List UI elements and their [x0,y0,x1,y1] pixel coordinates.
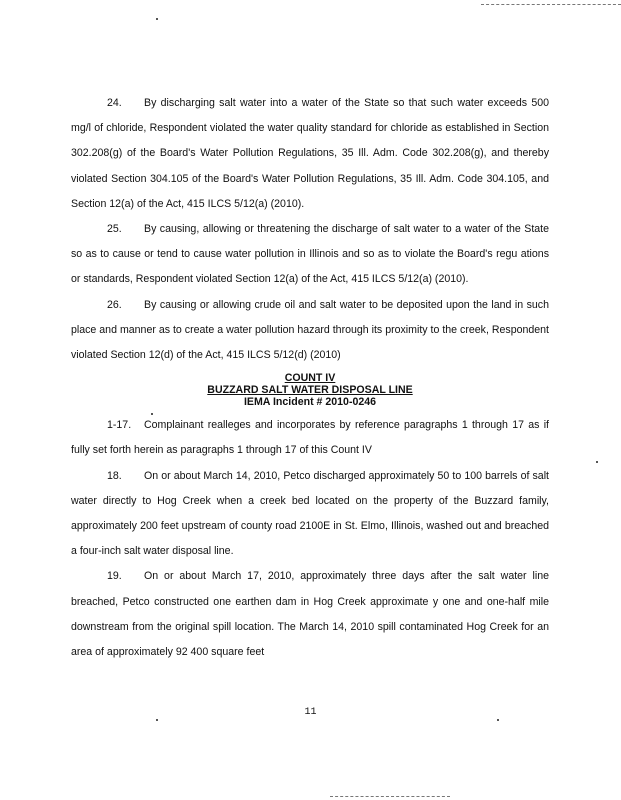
paragraph-number: 24. [107,97,122,109]
paragraph-text: By causing or allowing crude oil and salt water to be deposited upon the land in such place and manner as to create a water pollution hazard through its proximity to the creek, Respondent violated Section 12(d) of the Act, 415 ILCS 5/12(d) (2010) [71,298,549,362]
paragraph-text: On or about March 14, 2010, Petco discharged approximately 50 to 100 barrels of salt water directly to Hog Creek when a creek bed located on the property of the Buzzard family, approximately 200 feet upstream of county road 2100E in St. Elmo, Illinois, washed out and breached a four-inch salt water disposal line. [71,469,549,558]
paragraph-1-17 [71,413,549,463]
paragraph-number: 18. [107,469,122,482]
incident-number: IEMA Incident # 2010-0246 [243,396,377,409]
paragraph-number: 25. [107,223,122,236]
paragraph-19 [71,564,549,665]
paragraph-text: Complainant realleges and incorporates by reference paragraphs 1 through 17 as if fully set forth herein as paragraphs 1 through 17 of this Count IV [71,419,549,457]
paragraph-text: By discharging salt water into a water of the State so that such water exceeds 500 mg/l of chloride, Respondent violated the water quality standard for chloride as established in Section 302.208(g) of the Board's Water Pollution Regulations, 35 Ill. Adm. Code 302.208(g), and thereby violated Section 304.105 of the Board's Water Pollution Regulations, 35 Ill. Adm. Code 304.105, and Section 12(a) of the Act, 415 ILCS 5/12(a) (2010). [71,97,549,210]
paragraph-text: On or about March 17, 2010, approximately three days after the salt water line breached, Petco constructed one earthen dam in Hog Creek approximate y one and one-half mile downstream from the original spill location. The March 14, 2010 spill contaminated Hog Creek for an area of approximately 92 400 square feet [71,570,549,659]
scan-artifact-bottom [330,796,450,798]
paragraph-26 [71,293,549,369]
count-subheading: BUZZARD SALT WATER DISPOSAL LINE [207,384,413,397]
scan-speck [156,18,158,20]
paragraph-number: 19. [107,570,122,583]
document-body [71,91,549,665]
paragraph-18 [71,464,549,565]
count-heading: COUNT IV [284,372,336,385]
paragraph-25 [71,217,549,293]
scan-artifact-top [481,4,621,6]
scan-speck [596,461,598,463]
paragraph-number: 1-17. [107,419,132,432]
page-number: 11 [304,707,317,718]
paragraph-text: By causing, allowing or threatening the discharge of salt water to a water of the State so as to cause or tend to cause water pollution in Illinois and so as to violate the Board's regu ations or standards, Respondent violated Section 12(a) of the Act, 415 ILCS 5/12(a) (2010). [71,223,549,286]
paragraph-24 [71,91,549,217]
scan-speck [156,719,158,721]
paragraph-number: 26. [107,298,122,311]
scan-speck [497,719,499,721]
